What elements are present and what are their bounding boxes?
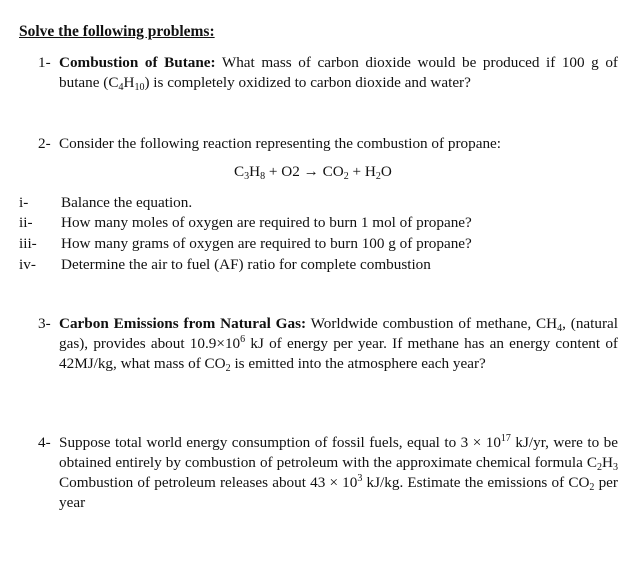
sub-question: [19, 255, 431, 275]
problem-3-title: Carbon Emissions from Natural Gas:: [59, 315, 307, 332]
problem-1: [38, 53, 618, 93]
page-heading: Solve the following problems:: [19, 23, 215, 40]
problem-number: 4-: [38, 434, 51, 451]
propane-combustion-equation: $C_3H_8 + O2 \to CO_2 + H_2O$: [234, 163, 392, 182]
sub-question-number: iv-: [19, 256, 36, 273]
problem-4: [38, 433, 618, 513]
sub-question-text: Balance the equation.: [61, 194, 193, 211]
problem-number: 1-: [38, 54, 51, 71]
problem-number: 3-: [38, 315, 51, 332]
problem-1-title: Combustion of Butane:: [59, 54, 216, 71]
sub-question-text: Determine the air to fuel (AF) ratio for complete combustion: [61, 256, 431, 273]
problem-3: [38, 314, 618, 374]
sub-question-text: How many moles of oxygen are required to burn 1 mol of propane?: [61, 214, 472, 231]
sub-question-number: i-: [19, 194, 29, 211]
problem-3-text: Carbon Emissions from Natural Gas: Worldwide combustion of methane, $CH_4$, (natural gas), provides about $10.9\times 10^6$ kJ of energy per year. If methane has an energy content of 42MJ/kg, what mass of $CO_2$ is emitted into the atmosphere each year?: [59, 315, 619, 374]
sub-question-number: ii-: [19, 214, 33, 231]
sub-question: [19, 193, 192, 213]
problem-2: [38, 134, 618, 154]
problem-number: 2-: [38, 135, 51, 152]
problem-1-text: Combustion of Butane: What mass of carbon dioxide would be produced if 100 g of butane $(C_4H_{10})$ is completely oxidized to carbon dioxide and water?: [59, 54, 618, 93]
sub-question: [19, 234, 472, 254]
sub-question: [19, 213, 472, 233]
problem-4-text: Suppose total world energy consumption of fossil fuels, equal to $3 \times 10^{17}$ kJ/yr, were to be obtained entirely by combustion of petroleum with the approximate chemical formula $C_2H_3$ Combustion of petroleum releases about $43 \times 10^3$ kJ/kg. Estimate the emissions of $CO_2$ per year: [59, 433, 618, 511]
sub-question-text: How many grams of oxygen are required to burn 100 g of propane?: [61, 235, 472, 252]
problem-2-intro: Consider the following reaction representing the combustion of propane:: [59, 135, 502, 152]
sub-question-number: iii-: [19, 235, 37, 252]
